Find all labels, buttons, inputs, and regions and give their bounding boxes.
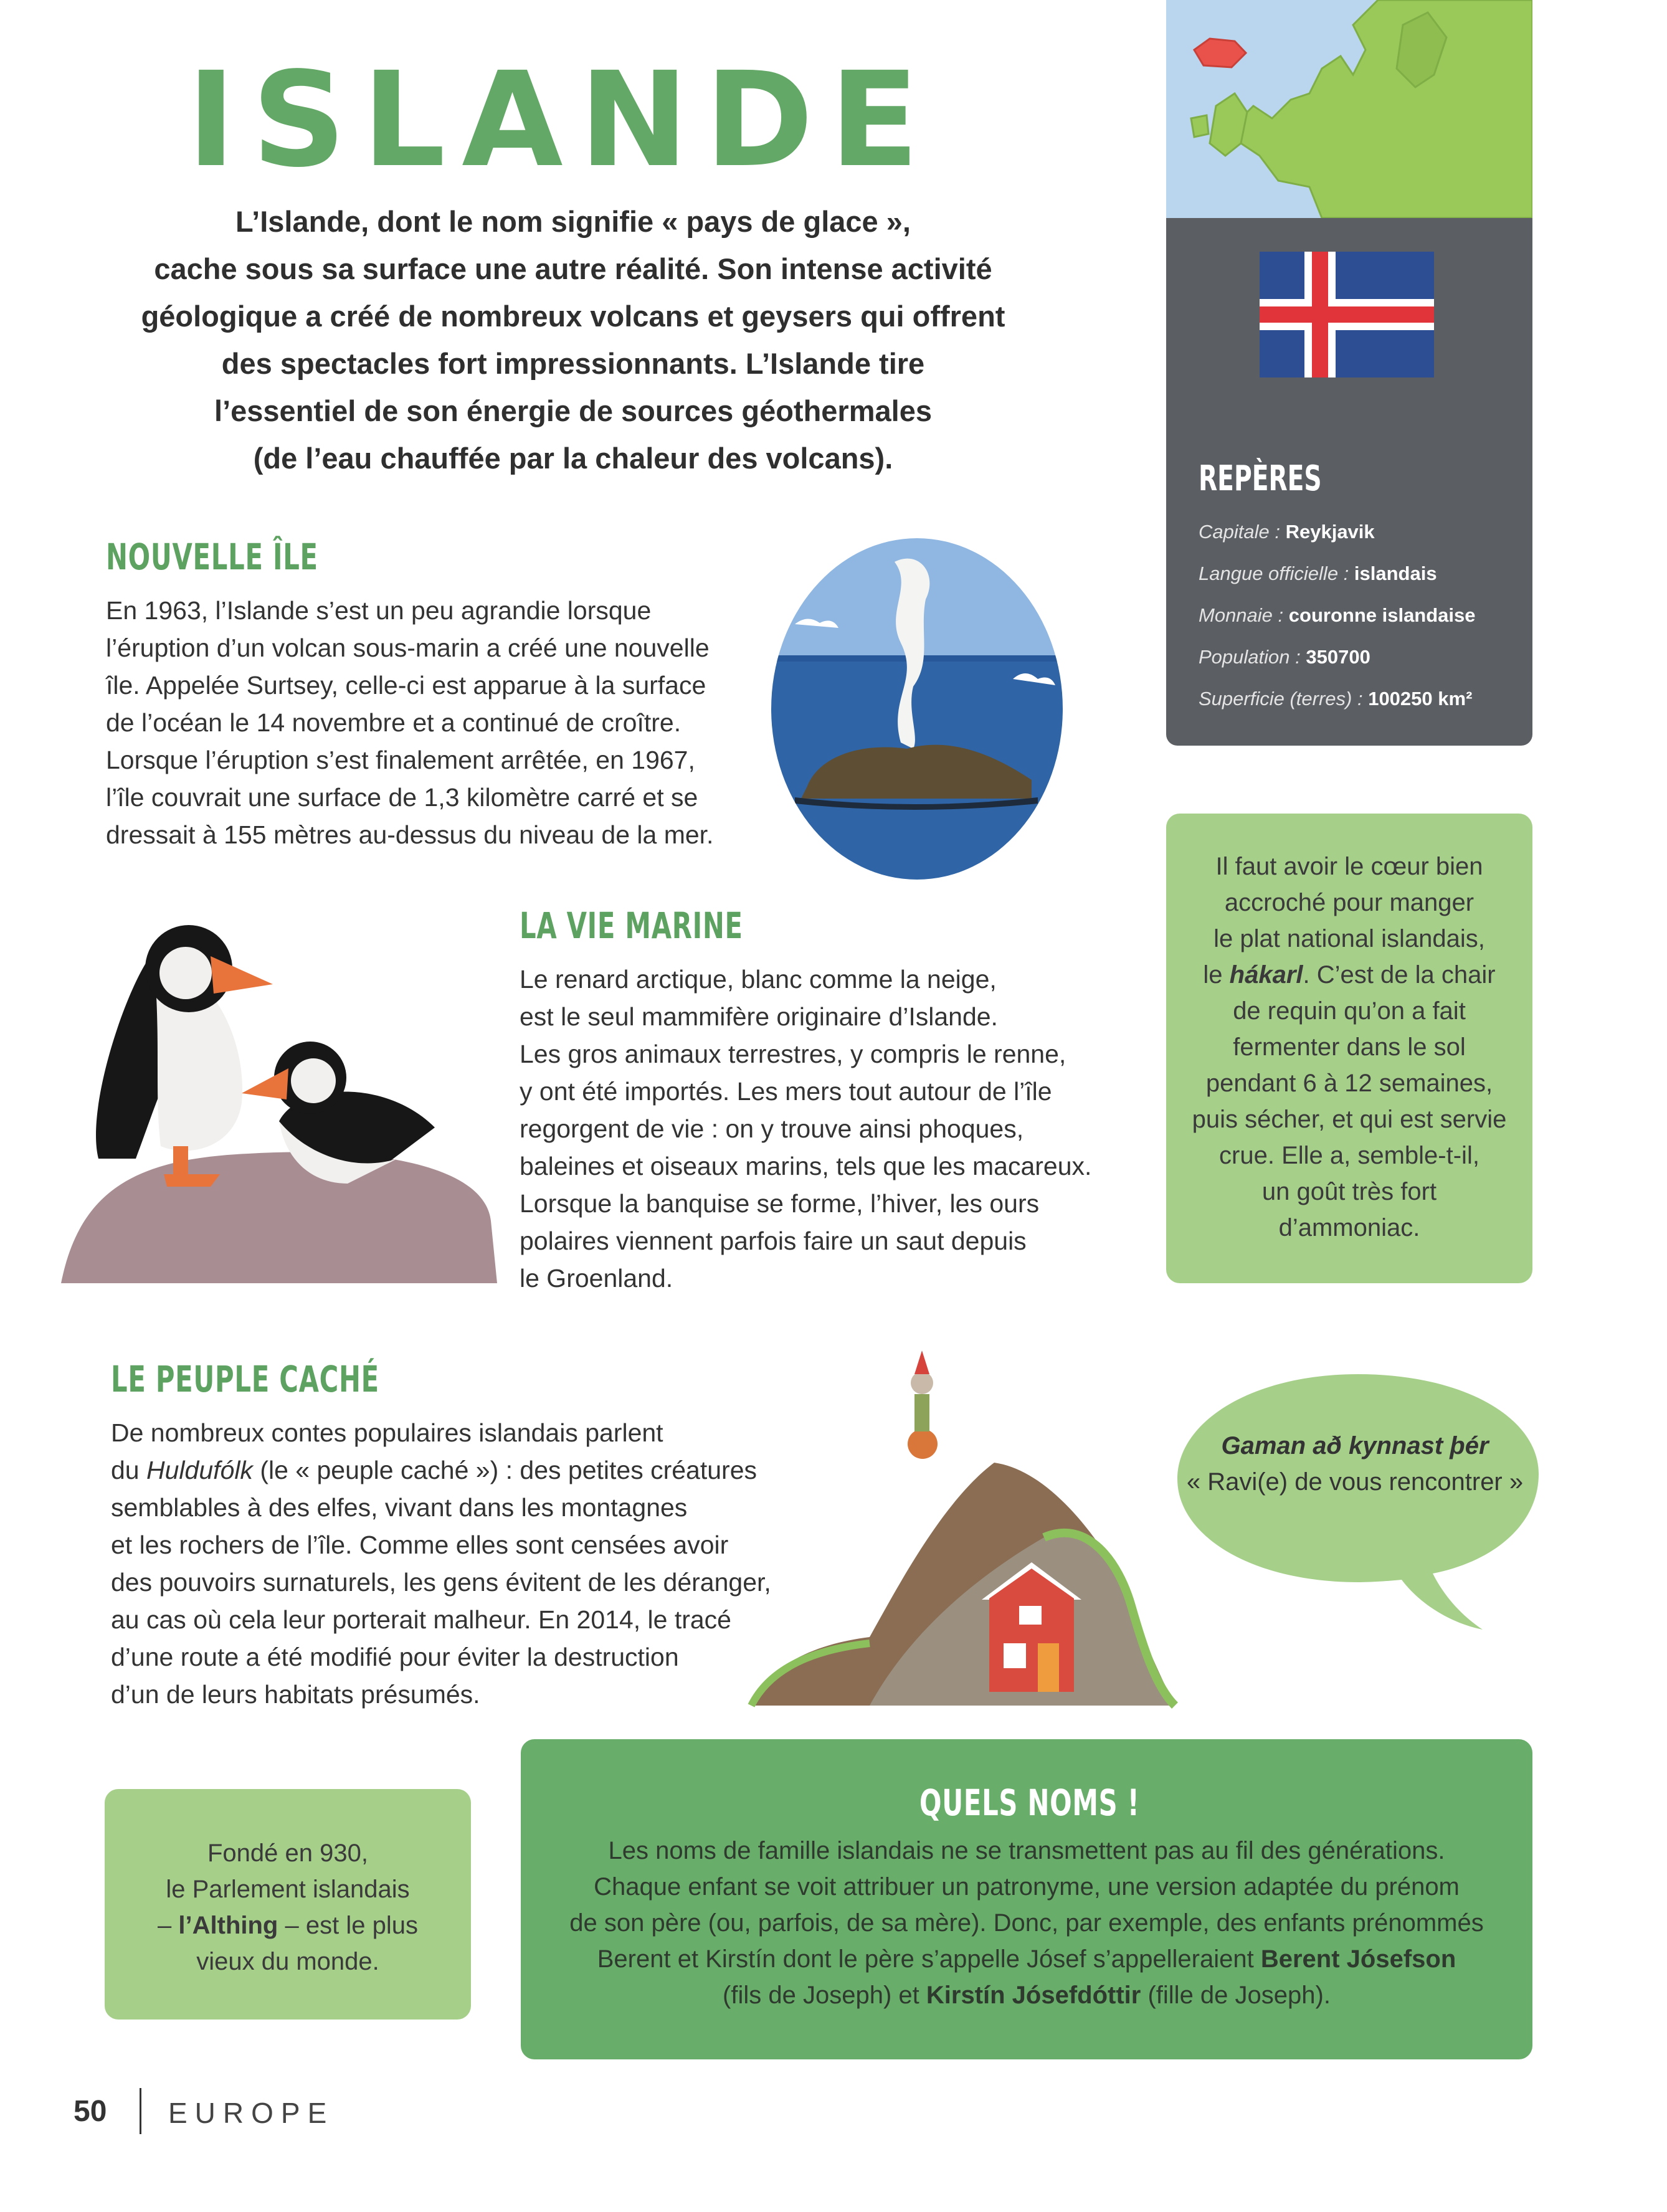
fact-currency: Monnaie : couronne islandaise [1199, 604, 1476, 626]
iceland-flag-icon [1260, 252, 1434, 377]
facts-sidebar [1166, 0, 1532, 746]
text-vie-marine: Le renard arctique, blanc comme la neige, est le seul mammifère originaire d’Islande. Les gros animaux terrestres, y compris le renne, y ont été importés. Les mers tout autour de l’île regorgent de vie : on y trouve ainsi phoques, baleines et oiseaux marins, tels que les macareux. Lorsque la banquise se forme, l’hiver, les ours polaires viennent parfois faire un saut depuis le Groenland. [520, 965, 1092, 1293]
heading-nouvelle-ile: NOUVELLE ÎLE [106, 536, 318, 578]
heading-peuple-cache: LE PEUPLE CACHÉ [111, 1358, 379, 1400]
althing-box: Fondé en 930, le Parlement islandais – l’Althing – est le plus vieux du monde. [105, 1789, 471, 2020]
fact-capital: Capitale : Reykjavik [1199, 521, 1375, 543]
map-illustration [1166, 0, 1532, 218]
section-name: EUROPE [168, 2097, 335, 2129]
text-peuple-cache: De nombreux contes populaires islandais parlent du Huldufólk (le « peuple caché ») : des petites créatures semblables à des elfes, vivant dans les montagnes et les rochers de l’île. Comme elles sont censées avoir des pouvoirs surnaturels, les gens évitent de les déranger, au cas où cela leur porterait malheur. En 2014, le tracé d’une route a été modifié pour éviter la destruction d’un de leurs habitats présumés. [111, 1418, 771, 1709]
quels-noms-box: QUELS NOMS ! Les noms de famille islandais ne se transmettent pas au fil des générations. Chaque enfant se voit attribuer un patronyme, une version adaptée du prénom de son père (ou, parfois, de sa mère). Donc, par exemple, des enfants prénommés Berent et Kirstín dont le père s’appelle Jósef s’appelleraient Berent Jósefson (fils de Joseph) et Kirstín Jósefdóttir (fille de Joseph). [521, 1739, 1532, 2059]
fact-area: Superficie (terres) : 100250 km² [1199, 688, 1473, 710]
page-title: ISLANDE [187, 44, 936, 196]
page-number: 50 [74, 2095, 107, 2128]
heading-vie-marine: LA VIE MARINE [520, 904, 743, 947]
fact-population: Population : 350700 [1199, 646, 1370, 668]
elf-house-illustration [745, 1313, 1181, 1712]
text-nouvelle-ile: En 1963, l’Islande s’est un peu agrandie lorsque l’éruption d’un volcan sous-marin a créé une nouvelle île. Appelée Surtsey, celle-ci est apparue à la surface de l’océan le 14 novembre et a continué de croître. Lorsque l’éruption s’est finalement arrêtée, en 1967, l’île couvrait une surface de 1,3 kilomètre carré et se dressait à 155 mètres au-dessus du niveau de la mer. [106, 596, 714, 849]
fact-language: Langue officielle : islandais [1199, 562, 1437, 584]
reperes-heading: REPÈRES [1199, 458, 1322, 499]
heading-quels-noms: QUELS NOMS ! [919, 1782, 1140, 1824]
speech-bubble [1171, 1368, 1545, 1642]
europe-map-icon [1166, 0, 1532, 218]
speech-text: Gaman að kynnast þér « Ravi(e) de vous rencontrer » [1186, 1432, 1524, 1496]
hakarl-box: Il faut avoir le cœur bien accroché pour manger le plat national islandais, le hákarl. C’est de la chair de requin qu’on a fait fermenter dans le sol pendant 6 à 12 semaines, puis sécher, et qui est servie crue. Elle a, semble-t-il, un goût très fort d’ammoniac. [1166, 814, 1532, 1283]
volcano-island-illustration [770, 537, 1064, 881]
footer-divider [140, 2088, 141, 2134]
puffin-illustration [61, 922, 510, 1289]
intro-paragraph: L’Islande, dont le nom signifie « pays de glace », cache sous sa surface une autre réalité. Son intense activité géologique a créé de nombreux volcans et geysers qui offrent des spectacles fort impressionnants. L’Islande tire l’essentiel de son énergie de sources géothermales (de l’eau chauffée par la chaleur des volcans). [141, 205, 1005, 475]
